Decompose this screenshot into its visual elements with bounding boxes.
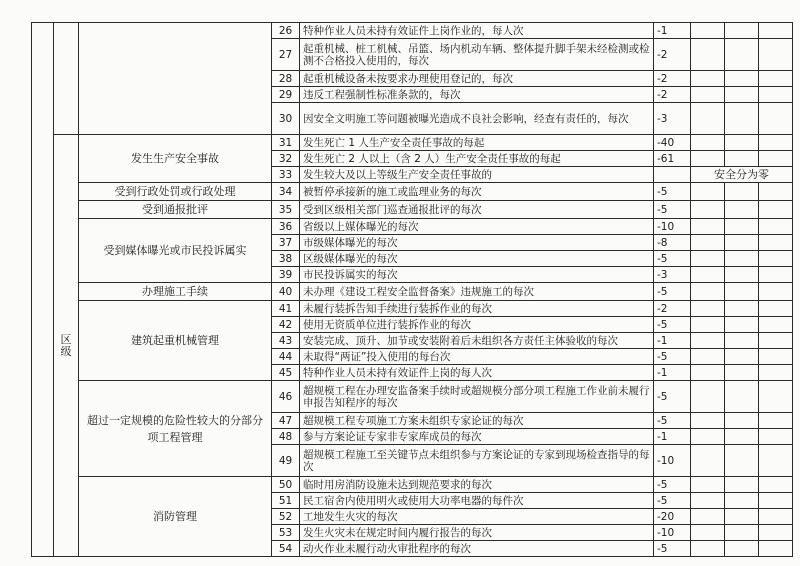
table-row bbox=[32, 183, 793, 201]
item-score: -2 bbox=[654, 301, 691, 317]
item-score: -10 bbox=[654, 525, 691, 541]
section-permits: 办理施工手续 bbox=[79, 283, 272, 301]
item-number: 51 bbox=[272, 493, 300, 509]
section-accident: 发生生产安全事故 bbox=[79, 135, 272, 183]
left-margin-column bbox=[32, 23, 54, 557]
item-description: 发生死亡 1 人生产安全责任事故的每起 bbox=[300, 135, 654, 151]
item-description: 市级媒体曝光的每次 bbox=[300, 235, 654, 251]
item-number: 32 bbox=[272, 151, 300, 167]
item-number: 35 bbox=[272, 201, 300, 219]
item-number: 27 bbox=[272, 39, 300, 71]
item-description: 区级媒体曝光的每次 bbox=[300, 251, 654, 267]
item-score: -10 bbox=[654, 445, 691, 477]
item-number: 46 bbox=[272, 381, 300, 413]
item-description: 参与方案论证专家非专家库成员的每次 bbox=[300, 429, 654, 445]
item-number: 34 bbox=[272, 183, 300, 201]
item-number: 37 bbox=[272, 235, 300, 251]
item-score: -5 bbox=[654, 381, 691, 413]
item-description: 超规模工程专项施工方案未组织专家论证的每次 bbox=[300, 413, 654, 429]
item-number: 45 bbox=[272, 365, 300, 381]
item-score: -20 bbox=[654, 509, 691, 525]
table-row bbox=[32, 477, 793, 493]
item-score: -5 bbox=[654, 283, 691, 301]
item-score: -5 bbox=[654, 183, 691, 201]
item-number: 49 bbox=[272, 445, 300, 477]
item-description: 临时用房消防设施未达到规范要求的每次 bbox=[300, 477, 654, 493]
item-description: 超规模工程在办理安监备案手续时或超规模分部分项工程施工作业前未履行申报告知程序的每次 bbox=[300, 381, 654, 413]
item-description: 特种作业人员未持有效证件上岗作业的，每人次 bbox=[300, 23, 654, 39]
scoring-table bbox=[31, 22, 793, 557]
item-score: -2 bbox=[654, 87, 691, 103]
category-cell-prev bbox=[54, 23, 79, 135]
item-description: 安装完成、顶升、加节或安装附着后未组织各方责任主体验收的每次 bbox=[300, 333, 654, 349]
table-row bbox=[32, 219, 793, 235]
item-score: -2 bbox=[654, 39, 691, 71]
item-description: 工地发生火灾的每次 bbox=[300, 509, 654, 525]
item-score: -8 bbox=[654, 235, 691, 251]
item-description: 未办理《建设工程安全监督备案》违规施工的每次 bbox=[300, 283, 654, 301]
item-number: 52 bbox=[272, 509, 300, 525]
item-note: 安全分为零 bbox=[691, 167, 793, 183]
table-row bbox=[32, 135, 793, 151]
item-number: 30 bbox=[272, 103, 300, 135]
section-penalty: 受到行政处罚或行政处理 bbox=[79, 183, 272, 201]
item-number: 43 bbox=[272, 333, 300, 349]
item-score: -1 bbox=[654, 333, 691, 349]
item-description: 因安全文明施工等问题被曝光造成不良社会影响，经查有责任的，每次 bbox=[300, 103, 654, 135]
section-cell-prev bbox=[79, 23, 272, 135]
item-number: 26 bbox=[272, 23, 300, 39]
item-number: 40 bbox=[272, 283, 300, 301]
item-score: -3 bbox=[654, 267, 691, 283]
item-score: -5 bbox=[654, 541, 691, 557]
item-score: -5 bbox=[654, 493, 691, 509]
item-description: 超规模工程施工至关键节点未组织参与方案论证的专家到现场检查指导的每次 bbox=[300, 445, 654, 477]
item-description: 未取得“两证”投入使用的每台次 bbox=[300, 349, 654, 365]
section-hazardous-works: 超过一定规模的危险性较大的分部分项工程管理 bbox=[79, 381, 272, 477]
item-number: 29 bbox=[272, 87, 300, 103]
item-description: 起重机械、桩工机械、吊篮、场内机动车辆、整体提升脚手架未经检测或检测不合格投入使用的，每次 bbox=[300, 39, 654, 71]
section-fire: 消防管理 bbox=[79, 477, 272, 557]
item-number: 44 bbox=[272, 349, 300, 365]
item-score: -2 bbox=[654, 71, 691, 87]
item-number: 53 bbox=[272, 525, 300, 541]
item-number: 36 bbox=[272, 219, 300, 235]
item-score: -5 bbox=[654, 477, 691, 493]
item-number: 48 bbox=[272, 429, 300, 445]
item-number: 28 bbox=[272, 71, 300, 87]
item-number: 41 bbox=[272, 301, 300, 317]
item-number: 39 bbox=[272, 267, 300, 283]
item-description: 市民投诉属实的每次 bbox=[300, 267, 654, 283]
item-description: 省级以上媒体曝光的每次 bbox=[300, 219, 654, 235]
item-description: 发生死亡 2 人以上（含 2 人）生产安全责任事故的每起 bbox=[300, 151, 654, 167]
item-description: 动火作业未履行动火审批程序的每次 bbox=[300, 541, 654, 557]
table-row bbox=[32, 283, 793, 301]
item-description: 未履行装拆告知手续进行装拆作业的每次 bbox=[300, 301, 654, 317]
item-number: 47 bbox=[272, 413, 300, 429]
section-criticism: 受到通报批评 bbox=[79, 201, 272, 219]
table-row bbox=[32, 301, 793, 317]
item-number: 54 bbox=[272, 541, 300, 557]
item-score: -10 bbox=[654, 219, 691, 235]
item-number: 33 bbox=[272, 167, 300, 183]
item-score: -1 bbox=[654, 429, 691, 445]
item-description: 发生较大及以上等级生产安全责任事故的 bbox=[300, 167, 654, 183]
item-description: 民工宿舍内使用明火或使用大功率电器的每件次 bbox=[300, 493, 654, 509]
item-score: -1 bbox=[654, 365, 691, 381]
item-score: -1 bbox=[654, 23, 691, 39]
item-description: 特种作业人员未持有效证件上岗的每人次 bbox=[300, 365, 654, 381]
item-score: -5 bbox=[654, 413, 691, 429]
item-score: -3 bbox=[654, 103, 691, 135]
item-score: -5 bbox=[654, 317, 691, 333]
item-score: -5 bbox=[654, 251, 691, 267]
item-score: -5 bbox=[654, 201, 691, 219]
item-description: 受到区级相关部门巡查通报批评的每次 bbox=[300, 201, 654, 219]
section-media: 受到媒体曝光或市民投诉属实 bbox=[79, 219, 272, 283]
item-number: 50 bbox=[272, 477, 300, 493]
item-number: 38 bbox=[272, 251, 300, 267]
item-description: 使用无资质单位进行装拆作业的每次 bbox=[300, 317, 654, 333]
table-row bbox=[32, 201, 793, 219]
item-description: 被暂停承接新的施工或监理业务的每次 bbox=[300, 183, 654, 201]
category-cell: 区级 bbox=[54, 135, 79, 557]
item-score: -61 bbox=[654, 151, 691, 167]
item-score: -5 bbox=[654, 349, 691, 365]
item-score: -40 bbox=[654, 135, 691, 151]
item-description: 发生火灾未在规定时间内履行报告的每次 bbox=[300, 525, 654, 541]
table-row bbox=[32, 23, 793, 39]
item-number: 31 bbox=[272, 135, 300, 151]
section-cranes: 建筑起重机械管理 bbox=[79, 301, 272, 381]
item-number: 42 bbox=[272, 317, 300, 333]
item-description: 起重机械设备未按要求办理使用登记的，每次 bbox=[300, 71, 654, 87]
item-score bbox=[654, 167, 691, 183]
table-row bbox=[32, 381, 793, 413]
item-description: 违反工程强制性标准条款的，每次 bbox=[300, 87, 654, 103]
